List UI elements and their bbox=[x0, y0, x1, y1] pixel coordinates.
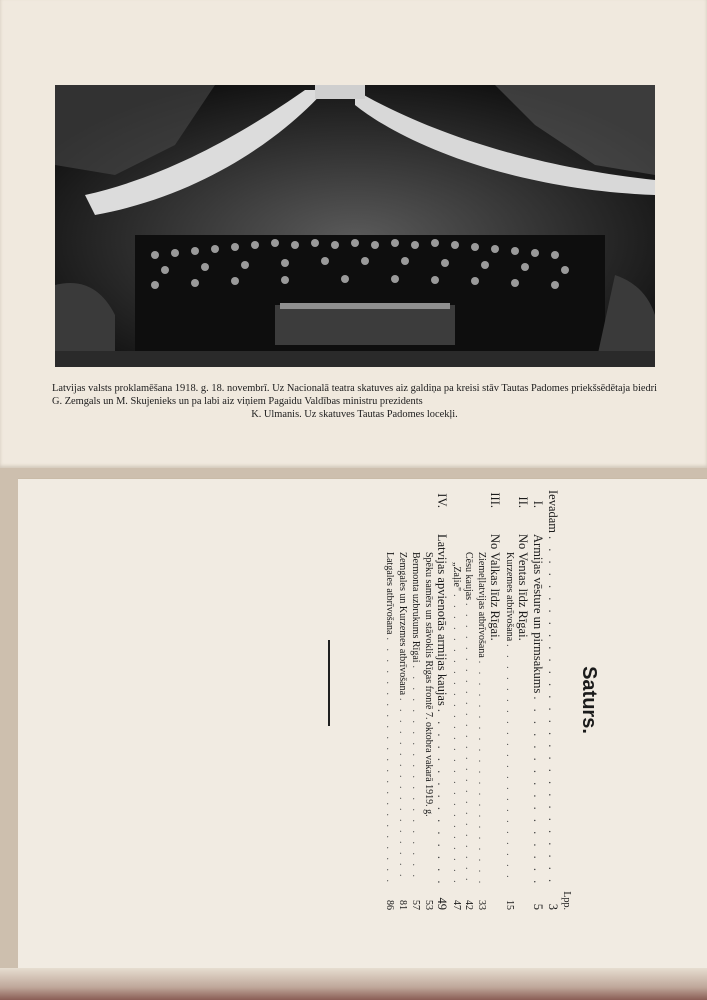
toc-row-title: Latgales atbrīvošana bbox=[384, 552, 396, 635]
toc-row-page: 5 bbox=[531, 903, 545, 910]
caption-line-2: priekšsēdētaja biedri G. Zemgals un M. Skujenieks un pa labi aiz viņiem Pagaidu Valdības ministru prezidents bbox=[52, 383, 657, 407]
photo-caption bbox=[52, 382, 657, 421]
toc-row bbox=[487, 490, 502, 910]
toc-leader bbox=[502, 644, 515, 885]
toc-row-page: 33 bbox=[476, 900, 488, 910]
toc-row-title: Ziemeļlatvijas atbrīvošana bbox=[476, 552, 488, 658]
toc-leader bbox=[530, 696, 545, 885]
toc-row bbox=[474, 490, 487, 910]
toc-row-title: Bermonta uzbrukums Rīgai bbox=[410, 552, 422, 663]
toc-row-title: Ievadam bbox=[546, 490, 560, 534]
proclamation-photo bbox=[55, 85, 655, 367]
toc-row-page: 42 bbox=[463, 900, 475, 910]
toc-row-page: 15 bbox=[504, 900, 515, 910]
toc-row-title: Armijas vēsture un pirmsakums bbox=[531, 534, 545, 694]
toc-row-title: Zemgales un Kurzemes atbrīvošana bbox=[397, 552, 409, 696]
toc-leader bbox=[434, 709, 449, 885]
caption-line-1: Latvijas valsts proklamēšana 1918. g. 18. novembrī. Uz Nacionalā teatra skatuves aiz galdiņa pa kreisi stāv Tautas Padomes bbox=[52, 383, 569, 394]
upper-page bbox=[0, 0, 707, 468]
toc-row-number: IV. bbox=[434, 493, 449, 508]
photo-illustration bbox=[55, 85, 655, 367]
toc-row bbox=[502, 490, 515, 910]
lower-page bbox=[18, 478, 707, 984]
toc-row bbox=[421, 490, 434, 910]
toc-row-number: I. bbox=[531, 500, 545, 508]
toc-row-page: 81 bbox=[397, 900, 409, 910]
toc-row-page: 47 bbox=[450, 900, 462, 910]
toc-leader bbox=[383, 637, 396, 885]
page-column-header: Lpp. bbox=[561, 891, 572, 910]
toc-leader bbox=[462, 603, 475, 885]
toc-row-page: 3 bbox=[546, 903, 560, 910]
toc-row-title: No Ventas līdz Rīgai. bbox=[516, 534, 530, 641]
toc-row bbox=[515, 490, 530, 910]
toc-leader bbox=[545, 536, 560, 885]
toc-row bbox=[462, 490, 475, 910]
toc-row-title: Latvijas apvienotās armijas kaujas bbox=[434, 534, 449, 706]
toc-row bbox=[408, 490, 421, 910]
toc-row bbox=[530, 490, 545, 910]
toc-leader bbox=[449, 594, 462, 885]
toc-row-title: Spēku samērs un stāvoklis Rīgas frontē 7. oktobra vakarā 1919. g. bbox=[422, 552, 434, 817]
toc-row-page: 57 bbox=[410, 900, 422, 910]
toc-leader bbox=[408, 666, 421, 885]
toc-leader bbox=[395, 698, 408, 885]
toc-row-title: Cēsu kaujas bbox=[463, 552, 475, 601]
toc-row-title: Kurzemes atbrīvošana bbox=[504, 552, 515, 642]
toc-row bbox=[545, 490, 560, 910]
toc-row-title: No Valkas līdz Rīgai. bbox=[488, 534, 503, 641]
toc-row bbox=[449, 490, 462, 910]
toc-title: Saturs. bbox=[578, 666, 600, 734]
toc-row-page: 86 bbox=[384, 900, 396, 910]
toc-row-number: II. bbox=[516, 496, 530, 508]
table-of-contents bbox=[383, 490, 600, 910]
caption-line-3: K. Ulmanis. Uz skatuves Tautas Padomes locekļi. bbox=[251, 409, 458, 420]
toc-row-number: III. bbox=[488, 492, 503, 508]
page-edge bbox=[0, 968, 707, 1000]
toc-row-title: „Zaļie" bbox=[450, 562, 462, 592]
toc-row-page: 49 bbox=[434, 897, 449, 910]
toc-rows bbox=[383, 490, 560, 910]
toc-leader bbox=[474, 661, 487, 885]
toc-row bbox=[434, 490, 449, 910]
toc-row bbox=[395, 490, 408, 910]
toc-row bbox=[383, 490, 396, 910]
toc-row-page: 53 bbox=[422, 900, 434, 910]
vertical-rule bbox=[328, 640, 330, 726]
